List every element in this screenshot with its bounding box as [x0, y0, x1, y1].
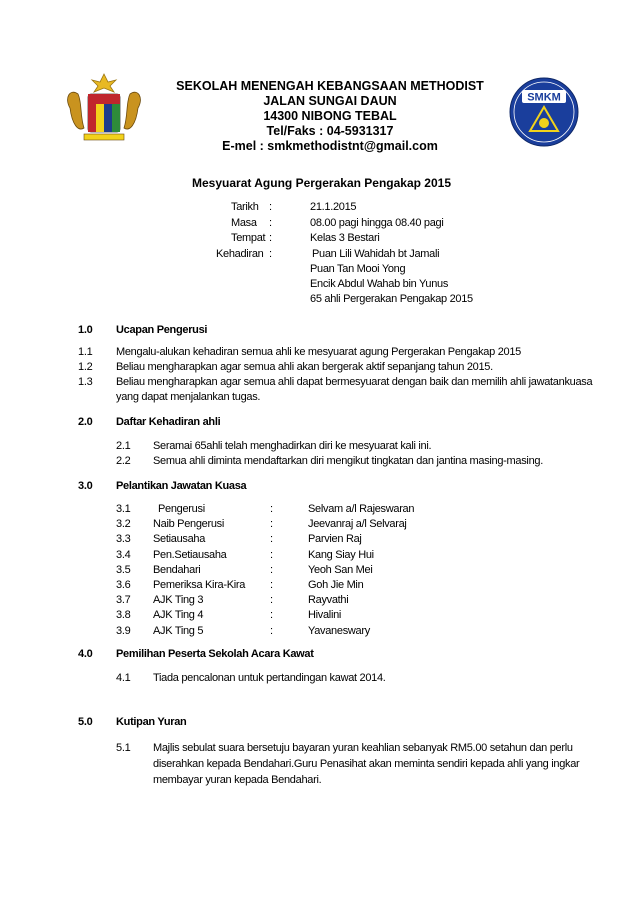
committee-member-name: Selvam a/l Rajeswaran — [308, 503, 415, 515]
section-number: 1.0 — [78, 324, 93, 336]
meeting-title: Mesyuarat Agung Pergerakan Pengakap 2015 — [192, 176, 451, 190]
colon: : — [269, 232, 272, 244]
meeting-time: 08.00 pagi hingga 08.40 pagi — [310, 217, 444, 229]
committee-member-name: Kang Siay Hui — [308, 549, 374, 561]
committee-member-name: Goh Jie Min — [308, 579, 364, 591]
colon: : — [270, 503, 273, 515]
school-logo-text: SMKM — [527, 91, 561, 104]
committee-number: 3.8 — [116, 609, 131, 621]
item-text: Tiada pencalonan untuk pertandingan kawat 2014. — [153, 672, 386, 684]
meeting-date: 21.1.2015 — [310, 201, 357, 213]
item-number: 1.2 — [78, 361, 93, 373]
section-title: Daftar Kehadiran ahli — [116, 416, 221, 428]
time-label: Masa — [231, 217, 257, 229]
item-text: Beliau mengharapkan agar semua ahli akan bergerak aktif sepanjang tahun 2015. — [116, 361, 493, 373]
committee-role: Setiausaha — [153, 533, 206, 545]
committee-member-name: Parvien Raj — [308, 533, 362, 545]
coat-of-arms-logo — [62, 72, 146, 152]
school-phone: Tel/Faks : 04-5931317 — [266, 124, 394, 138]
item-number: 2.1 — [116, 440, 131, 452]
section-title: Pemilihan Peserta Sekolah Acara Kawat — [116, 648, 314, 660]
item-text: Seramai 65ahli telah menghadirkan diri ke mesyuarat kali ini. — [153, 440, 432, 452]
section-title: Pelantikan Jawatan Kuasa — [116, 480, 247, 492]
colon: : — [269, 201, 272, 213]
item-text-continued: membayar yuran kepada Bendahari. — [153, 774, 322, 786]
section-title: Ucapan Pengerusi — [116, 324, 208, 336]
committee-number: 3.1 — [116, 503, 131, 515]
section-number: 2.0 — [78, 416, 93, 428]
colon: : — [269, 248, 272, 260]
item-text: Beliau mengharapkan agar semua ahli dapat bermesyuarat dengan baik dan memilih ahli jawatankuasa — [116, 376, 593, 388]
colon: : — [270, 549, 273, 561]
colon: : — [270, 533, 273, 545]
committee-number: 3.3 — [116, 533, 131, 545]
committee-role: Naib Pengerusi — [153, 518, 225, 530]
committee-number: 3.5 — [116, 564, 131, 576]
committee-member-name: Yavaneswary — [308, 625, 370, 637]
colon: : — [270, 579, 273, 591]
committee-number: 3.9 — [116, 625, 131, 637]
committee-member-name: Jeevanraj a/l Selvaraj — [308, 518, 407, 530]
place-label: Tempat — [231, 232, 266, 244]
attendee: Encik Abdul Wahab bin Yunus — [310, 278, 449, 290]
colon: : — [270, 594, 273, 606]
section-number: 3.0 — [78, 480, 93, 492]
colon: : — [269, 217, 272, 229]
item-text: Majlis sebulat suara bersetuju bayaran yuran keahlian sebanyak RM5.00 setahun dan perlu — [153, 742, 573, 754]
colon: : — [270, 625, 273, 637]
section-number: 5.0 — [78, 716, 93, 728]
committee-role: Bendahari — [153, 564, 201, 576]
committee-role: Pen.Setiausaha — [153, 549, 227, 561]
school-email: E-mel : smkmethodistnt@gmail.com — [222, 139, 438, 153]
committee-role: AJK Ting 3 — [153, 594, 204, 606]
colon: : — [270, 609, 273, 621]
committee-number: 3.2 — [116, 518, 131, 530]
item-text-continued: yang dapat menjalankan tugas. — [116, 391, 261, 403]
school-city: 14300 NIBONG TEBAL — [263, 109, 397, 123]
colon: : — [270, 564, 273, 576]
item-text: Semua ahli diminta mendaftarkan diri mengikut tingkatan dan jantina masing-masing. — [153, 455, 543, 467]
item-text-continued: diserahkan kepada Bendahari.Guru Penasihat akan meminta sendiri kepada ahli yang ingkar — [153, 758, 580, 770]
attendee: Puan Tan Mooi Yong — [310, 263, 406, 275]
committee-role: AJK Ting 5 — [153, 625, 204, 637]
committee-role: Pengerusi — [158, 503, 205, 515]
committee-member-name: Hivalini — [308, 609, 342, 621]
item-number: 1.3 — [78, 376, 93, 388]
item-number: 2.2 — [116, 455, 131, 467]
committee-member-name: Yeoh San Mei — [308, 564, 373, 576]
school-logo — [508, 76, 580, 148]
item-number: 1.1 — [78, 346, 93, 358]
item-number: 5.1 — [116, 742, 131, 754]
school-name: SEKOLAH MENENGAH KEBANGSAAN METHODIST — [176, 79, 484, 93]
item-number: 4.1 — [116, 672, 131, 684]
meeting-place: Kelas 3 Bestari — [310, 232, 380, 244]
committee-number: 3.4 — [116, 549, 131, 561]
committee-role: Pemeriksa Kira-Kira — [153, 579, 246, 591]
attendance-label: Kehadiran — [216, 248, 264, 260]
date-label: Tarikh — [231, 201, 259, 213]
school-street: JALAN SUNGAI DAUN — [263, 94, 397, 108]
item-text: Mengalu-alukan kehadiran semua ahli ke mesyuarat agung Pergerakan Pengakap 2015 — [116, 346, 521, 358]
attendee: 65 ahli Pergerakan Pengakap 2015 — [310, 293, 473, 305]
attendee: Puan Lili Wahidah bt Jamali — [312, 248, 440, 260]
committee-role: AJK Ting 4 — [153, 609, 204, 621]
section-title: Kutipan Yuran — [116, 716, 187, 728]
section-number: 4.0 — [78, 648, 93, 660]
committee-number: 3.7 — [116, 594, 131, 606]
committee-number: 3.6 — [116, 579, 131, 591]
committee-member-name: Rayvathi — [308, 594, 349, 606]
colon: : — [270, 518, 273, 530]
